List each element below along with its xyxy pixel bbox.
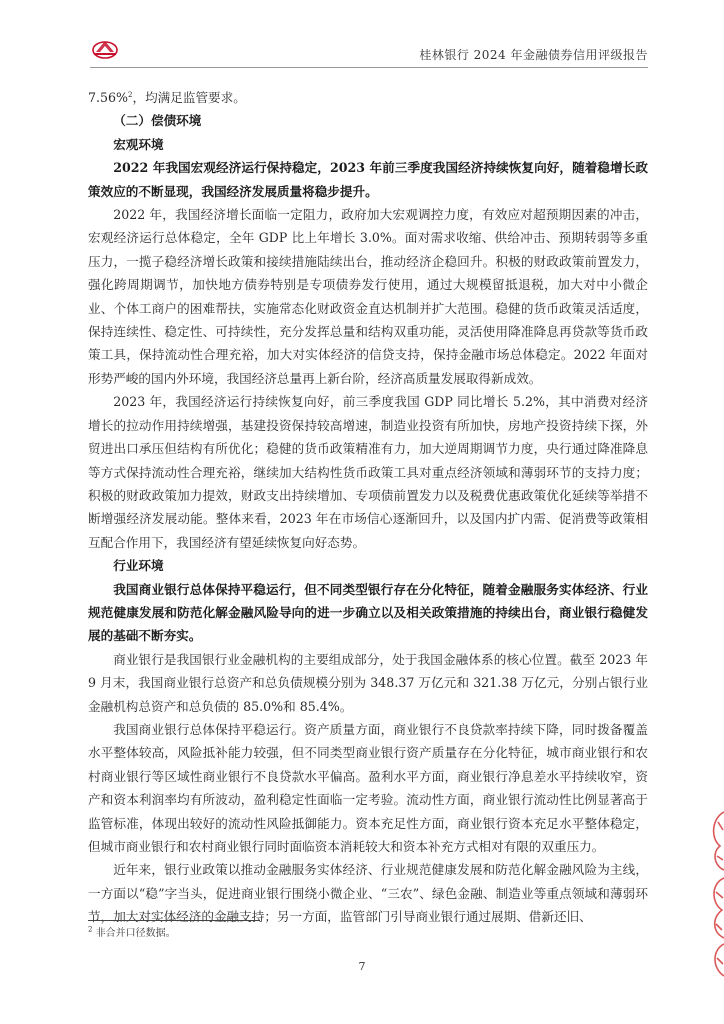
footnote-divider bbox=[88, 920, 260, 921]
lianhe-rating-logo-icon bbox=[92, 38, 118, 60]
macro-heading: 宏观环境 bbox=[113, 136, 164, 152]
industry-paragraph-operation: 我国商业银行总体保持平稳运行。资产质量方面，商业银行不良贷款率持续下降，同时拨备覆盖水平整体较高，风险抵补能力较强，但不同类型商业银行资产质量存在分化特征，城市商业银行和农村商业银行等区域性商业银行不良贷款水平偏高。盈利水平方面，商业银行净息差水平持续收窄，资产和资本利润率均有所波动，盈利稳定性面临一定考验。流动性方面，商业银行流动性比例显著高于监管标准，体现出较好的流动性风险抵御能力。资本充足性方面，商业银行资本充足水平整体稳定，但城市商业银行和农村商业银行同时面临资本消耗较大和资本补充方式相对有限的双重压力。 bbox=[88, 721, 648, 854]
industry-heading: 行业环境 bbox=[113, 558, 164, 574]
footnote-marker: 2 bbox=[88, 925, 93, 934]
section-heading: （二）偿债环境 bbox=[113, 113, 202, 129]
industry-paragraph-scale: 商业银行是我国银行业金融机构的主要组成部分，处于我国金融体系的核心位置。截至 2023 年 9 月末，我国商业银行总资产和总负债规模分别为 348.37 万亿元和 321.38 万亿元，分别占银行业金融机构总资产和总负债的 85.0%和 85.4%。 bbox=[88, 651, 648, 714]
header-divider bbox=[90, 67, 648, 68]
macro-lead-paragraph: 2022 年我国宏观经济运行保持稳定，2023 年前三季度我国经济持续恢复向好，随着稳增长政策效应的不断显现，我国经济发展质量将稳步提升。 bbox=[88, 160, 648, 199]
page-number: 7 bbox=[358, 960, 366, 973]
industry-paragraph-policy: 近年来，银行业政策以推动金融服务实体经济、行业规范健康发展和防范化解金融风险为主线，一方面以“稳”字当头，促进商业银行围绕小微企业、“三农”、绿色金融、制造业等重点领域和薄弱环节，加大对实体经济的金融支持；另一方面，监管部门引导商业银行通过展期、借新还旧、 bbox=[88, 862, 648, 925]
footnote bbox=[88, 924, 176, 939]
footnote-text: 非合并口径数据。 bbox=[95, 928, 176, 939]
macro-paragraph-2023: 2023 年，我国经济运行持续恢复向好，前三季度我国 GDP 同比增长 5.2%，其中消费对经济增长的拉动作用持续增强，基建投资保持较高增速，制造业投资有所加快，房地产投资持续下探，外贸进出口承压但结构有所优化；稳健的货币政策精准有力，加大逆周期调节力度，央行通过降准降息等方式保持流动性合理充裕，继续加大结构性货币政策工具对重点经济领域和薄弱环节的支持力度；积极的财政政策加力提效，财政支出持续增加、专项债前置发力以及税费优惠政策优化延续等举措不断增强经济发展动能。整体来看，2023 年在市场信心逐渐回升，以及国内扩内需、促消费等政策相互配合作用下，我国经济有望延续恢复向好态势。 bbox=[88, 394, 648, 550]
report-body bbox=[88, 86, 648, 929]
intro-line bbox=[88, 86, 648, 109]
intro-value: 7.56% bbox=[88, 90, 129, 105]
intro-tail: ，均满足监管要求。 bbox=[132, 90, 246, 105]
footnote-ref: 2 bbox=[128, 90, 133, 99]
report-header-title: 桂林银行 2024 年金融债券信用评级报告 bbox=[419, 48, 648, 62]
red-seal-stamp-icon bbox=[706, 808, 724, 980]
industry-lead-paragraph: 我国商业银行总体保持平稳运行，但不同类型银行存在分化特征，随着金融服务实体经济、行业规范健康发展和防范化解金融风险导向的进一步确立以及相关政策措施的持续出台，商业银行稳健发展的基础不断夯实。 bbox=[88, 581, 648, 644]
macro-paragraph-2022: 2022 年，我国经济增长面临一定阻力，政府加大宏观调控力度，有效应对超预期因素的冲击，宏观经济运行总体稳定，全年 GDP 比上年增长 3.0%。面对需求收缩、供给冲击、预期转弱等多重压力，一揽子稳经济增长政策和接续措施陆续出台，推动经济企稳回升。积极的财政政策前置发力，强化跨周期调节，加快地方债券特别是专项债券发行使用，通过大规模留抵退税，加大对中小微企业、个体工商户的困难帮扶，实施常态化财政资金直达机制并扩大范围。稳健的货币政策灵活适度，保持连续性、稳定性、可持续性，充分发挥总量和结构双重功能，灵活使用降准降息再贷款等货币政策工具，保持流动性合理充裕，加大对实体经济的信贷支持，保持金融市场总体稳定。2022 年面对形势严峻的国内外环境，我国经济总量再上新台阶，经济高质量发展取得新成效。 bbox=[88, 207, 648, 386]
